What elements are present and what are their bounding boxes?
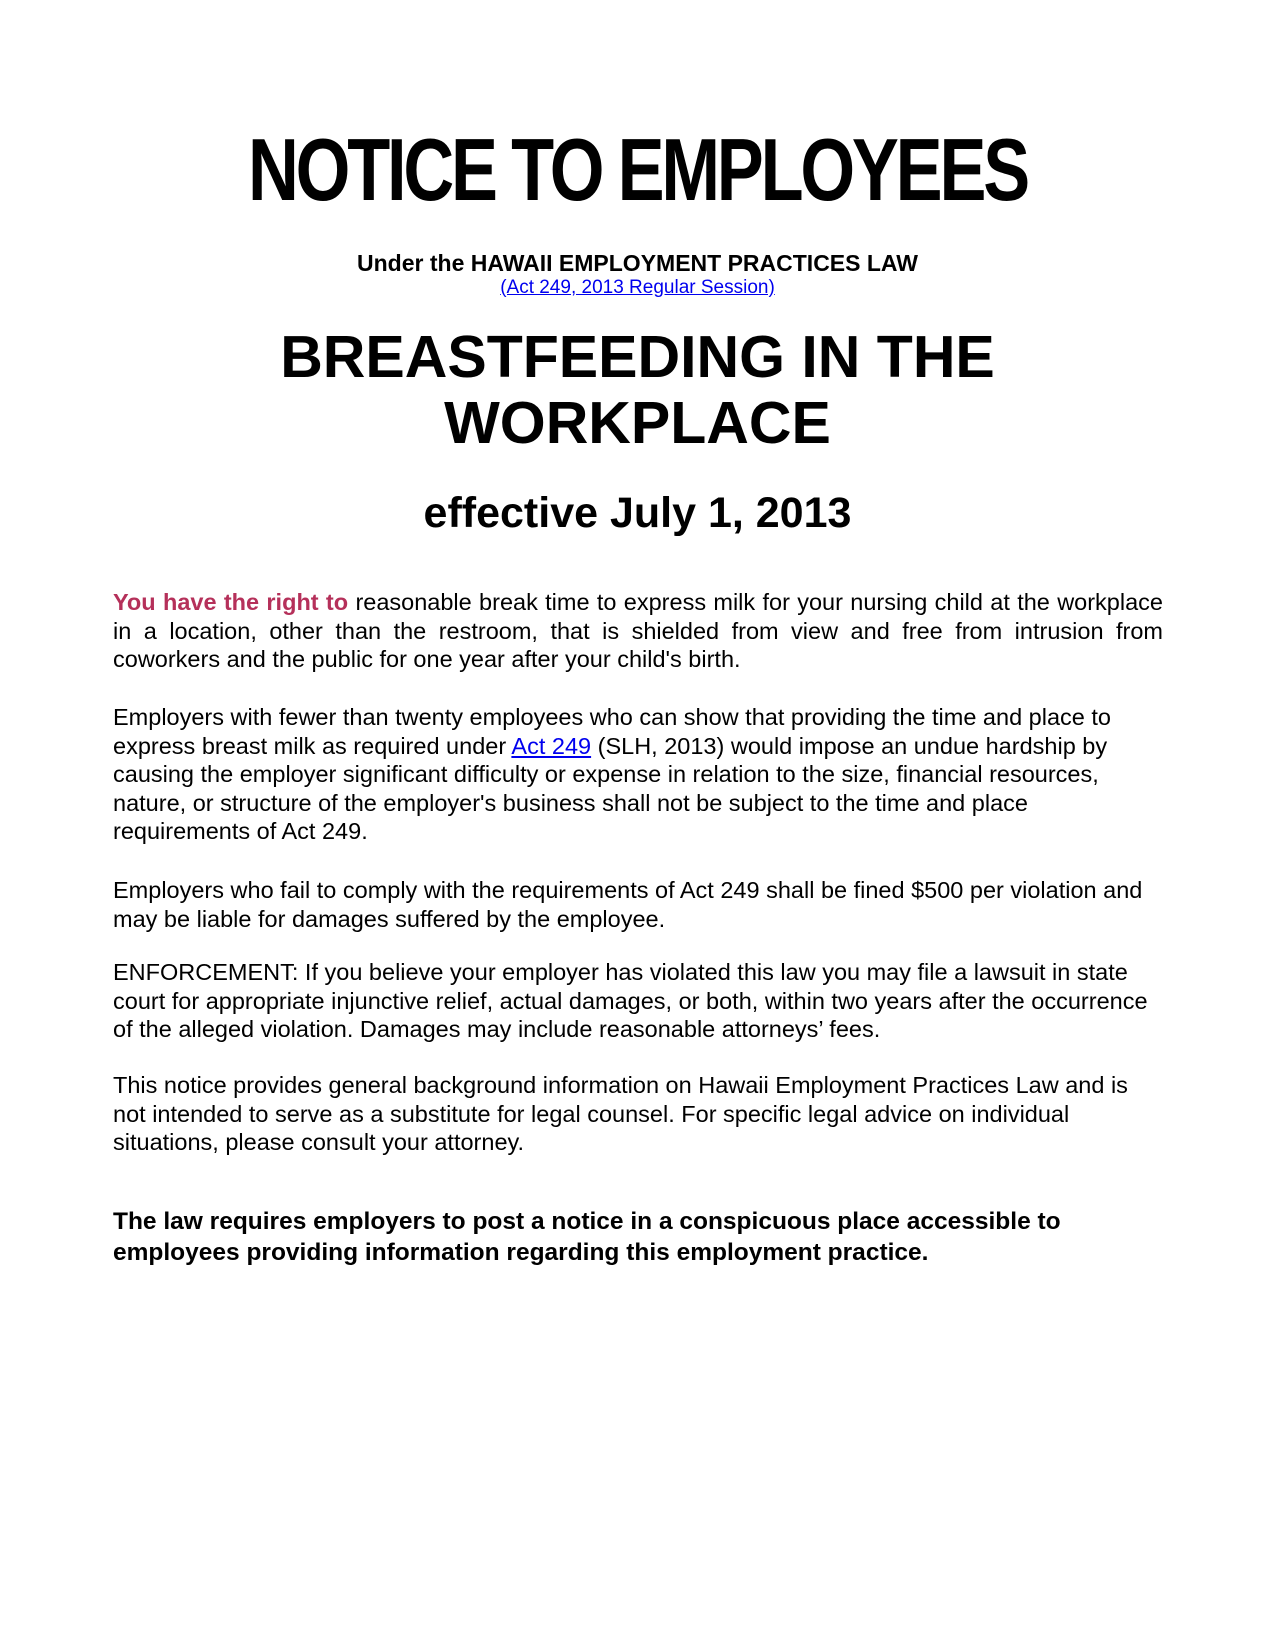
disclaimer-paragraph: This notice provides general background information on Hawaii Employment Practices Law and is not intended to serve as a substitute for legal counsel. For specific legal advice on individual situations, please consult your attorney.: [113, 1072, 1128, 1155]
rights-lead: You have the right to: [113, 589, 349, 615]
effective-date: effective July 1, 2013: [423, 489, 852, 537]
posting-requirement: The law requires employers to post a notice in a conspicuous place accessible to employees providing information regarding this employment practice.: [113, 1208, 1061, 1266]
rights-text: reasonable break time to express milk for your nursing child at the workplace in a location, other than the restroom, that is shielded from view and free from intrusion from coworkers and the public for one year after your child's birth.: [113, 589, 1163, 672]
enforcement-paragraph: ENFORCEMENT: If you believe your employer has violated this law you may file a lawsuit in state court for appropriate injunctive relief, actual damages, or both, within two years after the occurrence of the alleged violation. Damages may include reasonable attorneys’ fees.: [113, 959, 1148, 1042]
page-title: NOTICE TO EMPLOYEES: [248, 120, 1027, 219]
small-employer-paragraph: [113, 703, 1163, 846]
topic-title-line1: BREASTFEEDING IN THE: [280, 324, 995, 390]
penalty-paragraph: Employers who fail to comply with the requirements of Act 249 shall be fined $500 per violation and may be liable for damages suffered by the employee.: [113, 877, 1143, 932]
topic-title: [0, 324, 1275, 456]
act-249-link[interactable]: Act 249: [511, 732, 592, 759]
law-subtitle: Under the HAWAII EMPLOYMENT PRACTICES LAW: [357, 250, 918, 276]
rights-paragraph: [113, 588, 1163, 674]
topic-title-line2: WORKPLACE: [444, 390, 831, 456]
act-session-link[interactable]: (Act 249, 2013 Regular Session): [500, 277, 775, 298]
act-link-container: [0, 277, 1275, 299]
small-employer-text-before: Employers with fewer than twenty employees who can show that providing the time and place to express breast milk as required under: [113, 704, 1111, 759]
small-employer-text-after: (SLH, 2013) would impose an undue hardship by causing the employer significant difficulty or expense in relation to the size, financial resources, nature, or structure of the employer's business shall not be subject to the time and place requirements of Act 249.: [113, 732, 1108, 844]
